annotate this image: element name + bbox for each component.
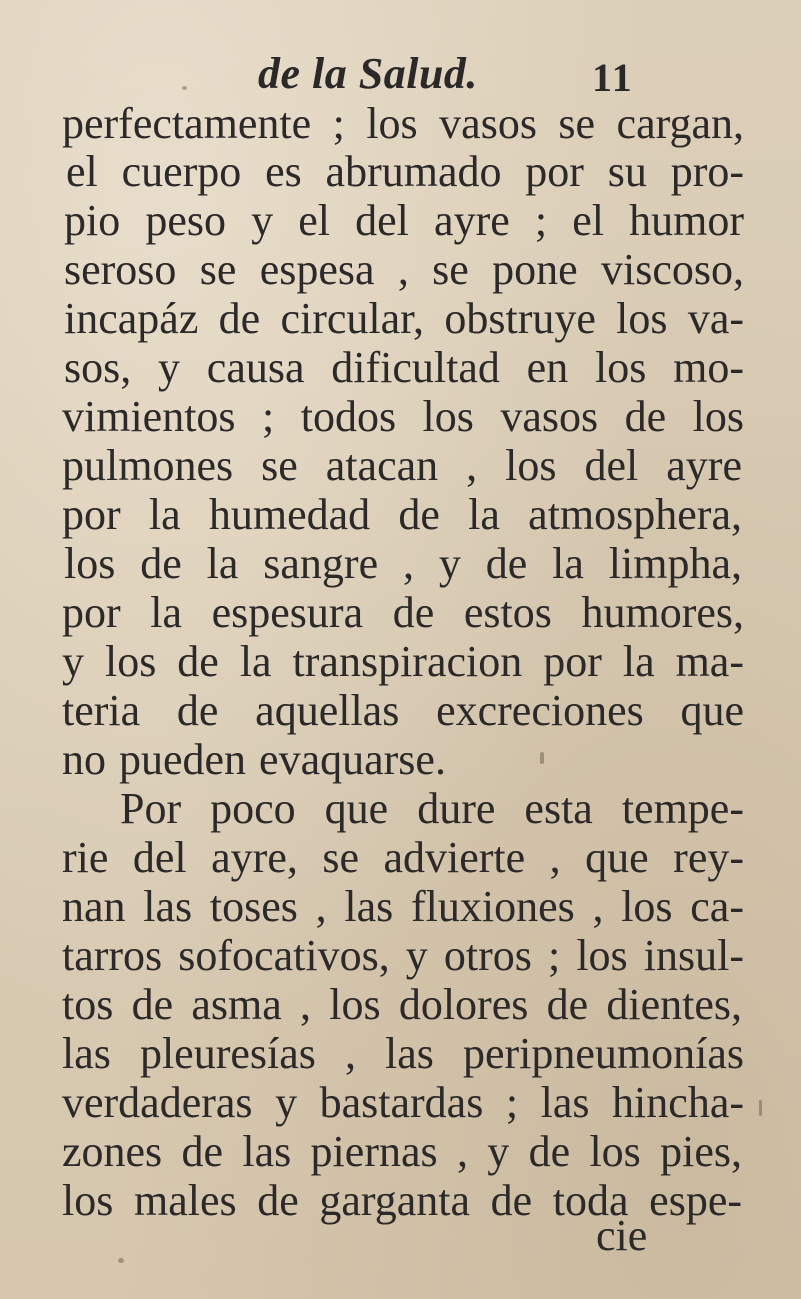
text-line: rie del ayre, se advierte , que rey- <box>62 834 744 882</box>
text-line: zones de las piernas , y de los pies, <box>62 1128 742 1176</box>
text-line: pio peso y el del ayre ; el humor <box>64 197 744 245</box>
text-line: sos, y causa dificultad en los mo- <box>64 344 744 392</box>
text-line: incapáz de circular, obstruye los va- <box>64 295 744 343</box>
running-head: de la Salud. <box>258 49 478 98</box>
paper-speck <box>759 1100 762 1116</box>
text-line: verdaderas y bastardas ; las hincha- <box>62 1079 744 1127</box>
text-line: el cuerpo es abrumado por su pro- <box>66 148 744 196</box>
page-number: 11 <box>592 55 634 100</box>
text-line: por la humedad de la atmosphera, <box>62 491 742 539</box>
catchword: cie <box>596 1211 648 1260</box>
paper-speck <box>182 86 187 90</box>
text-line: los males de garganta de toda espe- <box>62 1177 742 1225</box>
text-line: por la espesura de estos humores, <box>62 589 744 637</box>
text-line: los de la sangre , y de la limpha, <box>64 540 742 588</box>
paper-speck <box>118 1258 124 1263</box>
text-line: las pleuresías , las peripneumonías <box>62 1030 744 1078</box>
text-line: tarros sofocativos, y otros ; los insul- <box>62 932 744 980</box>
text-line: Por poco que dure esta tempe- <box>120 785 744 833</box>
text-line: vimientos ; todos los vasos de los <box>62 393 744 441</box>
paper-speck <box>540 752 544 764</box>
text-line: pulmones se atacan , los del ayre <box>62 442 742 490</box>
text-line: nan las toses , las fluxiones , los ca- <box>62 883 744 931</box>
page-header <box>0 42 801 102</box>
text-line: seroso se espesa , se pone viscoso, <box>64 246 744 294</box>
text-line: tos de asma , los dolores de dientes, <box>62 981 742 1029</box>
text-line: perfectamente ; los vasos se cargan, <box>62 100 744 148</box>
text-line: y los de la transpiracion por la ma- <box>62 638 744 686</box>
text-line: no pueden evaquarse. <box>62 735 446 784</box>
text-line: teria de aquellas excreciones que <box>62 687 744 735</box>
